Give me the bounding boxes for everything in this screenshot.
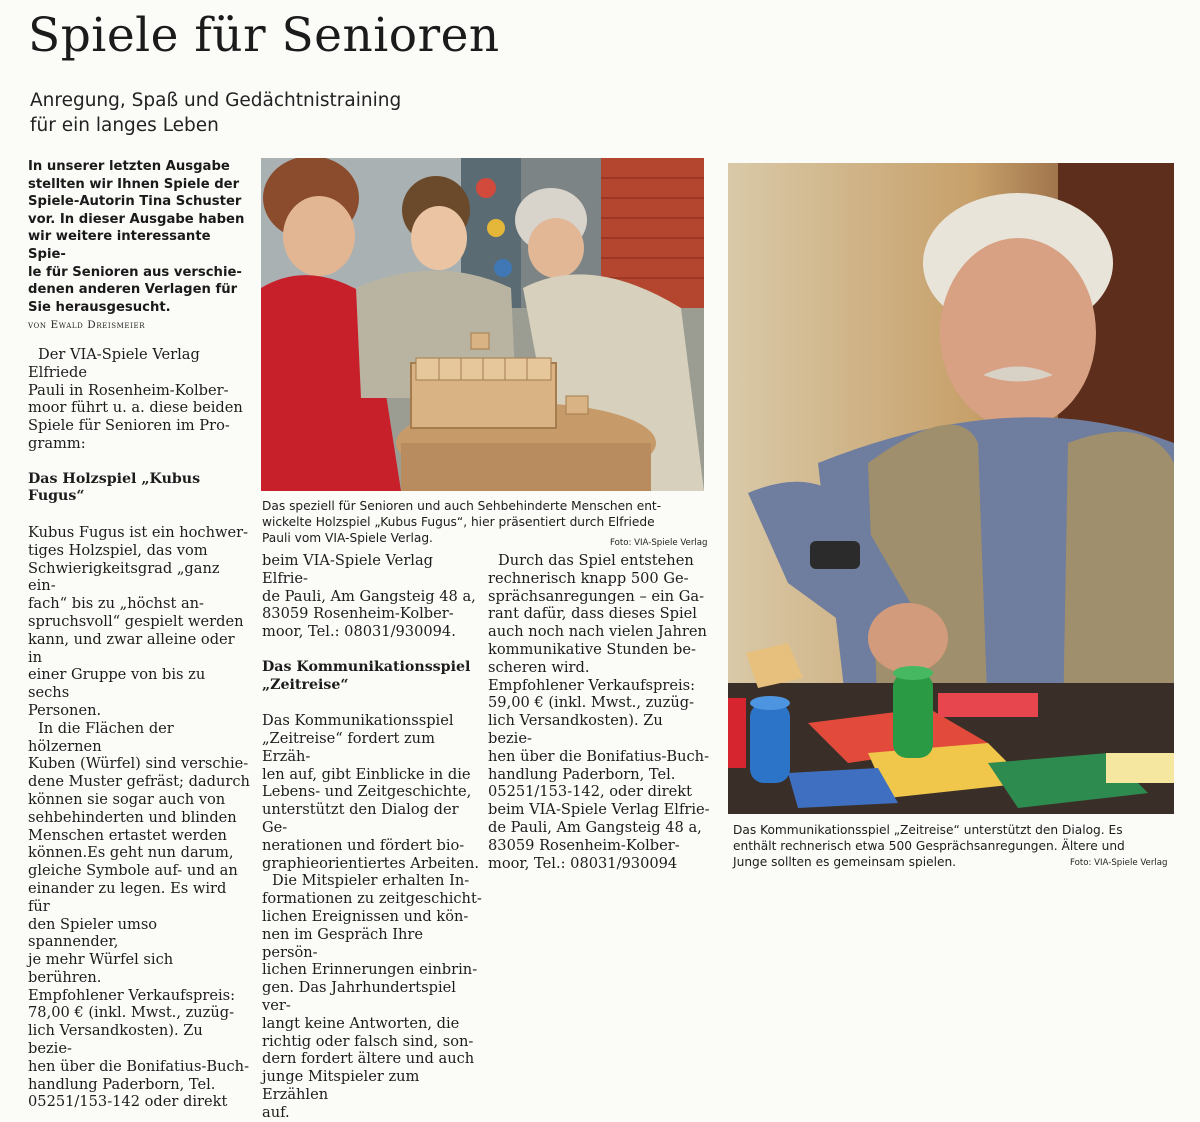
body-line: Personen. bbox=[28, 701, 102, 719]
body-line: den Spieler umso spannender, bbox=[28, 915, 158, 951]
body-line: lich Versandkosten). Zu bezie- bbox=[488, 712, 663, 747]
caption-line: Das Kommunikationsspiel „Zeitreise“ unterstützt den Dialog. Es bbox=[733, 823, 1123, 837]
body-line: formationen zu zeitgeschicht- bbox=[262, 890, 482, 908]
body-line: beim VIA-Spiele Verlag Elfrie- bbox=[262, 552, 434, 587]
body-line: Das Kommunikationsspiel bbox=[262, 712, 454, 730]
body-line: beim VIA-Spiele Verlag Elfrie- bbox=[488, 801, 710, 819]
lead-line: vor. In dieser Ausgabe haben bbox=[28, 211, 245, 227]
body-line: „Zeitreise“ fordert zum Erzäh- bbox=[262, 729, 435, 765]
body-line: Kuben (Würfel) sind verschie- bbox=[28, 755, 249, 773]
photo-zeitreise bbox=[728, 163, 1174, 814]
body-line: graphieorientiertes Arbeiten. bbox=[262, 854, 480, 872]
body-line: Die Mitspieler erhalten In- bbox=[272, 872, 470, 890]
body-line: scheren wird. bbox=[488, 658, 590, 676]
body-line: nen im Gespräch Ihre persön- bbox=[262, 925, 424, 961]
byline: von Ewald Dreismeier bbox=[28, 319, 146, 331]
lead-line: Sie herausgesucht. bbox=[28, 299, 171, 315]
subheadline bbox=[30, 88, 470, 138]
body-line: gleiche Symbole auf- und an bbox=[28, 862, 238, 880]
headline: Spiele für Senioren bbox=[28, 8, 500, 63]
column-1 bbox=[28, 346, 250, 1111]
body-line: können sie sogar auch von bbox=[28, 790, 226, 808]
body-line: nerationen und fördert bio- bbox=[262, 836, 465, 854]
body-line: Durch das Spiel entstehen bbox=[498, 552, 694, 569]
body-line: handlung Paderborn, Tel. bbox=[28, 1075, 216, 1093]
section-heading-zeitreise: Das Kommunikationsspiel bbox=[262, 658, 471, 675]
body-line: de Pauli, Am Gangsteig 48 a, bbox=[488, 818, 702, 836]
lead-paragraph bbox=[28, 158, 250, 316]
body-line: rant dafür, dass dieses Spiel bbox=[488, 605, 697, 623]
body-line: 83059 Rosenheim-Kolber- bbox=[488, 836, 680, 854]
photo-zeitreise-image bbox=[728, 163, 1174, 814]
body-line: In die Flächen der hölzernen bbox=[28, 719, 174, 755]
body-line: hen über die Bonifatius-Buch- bbox=[488, 747, 710, 765]
subheadline-line: Anregung, Spaß und Gedächtnistraining bbox=[30, 90, 402, 111]
body-line: hen über die Bonifatius-Buch- bbox=[28, 1057, 250, 1075]
caption-line: Junge sollten es gemeinsam spielen. bbox=[733, 855, 957, 870]
body-line: Schwierigkeitsgrad „ganz ein- bbox=[28, 559, 220, 595]
body-line: richtig oder falsch sind, son- bbox=[262, 1032, 474, 1050]
body-line: dene Muster gefräst; dadurch bbox=[28, 773, 250, 791]
body-line: sehbehinderten und blinden bbox=[28, 808, 237, 826]
body-line: de Pauli, Am Gangsteig 48 a, bbox=[262, 587, 476, 605]
section-heading-kubus-fugus: Das Holzspiel „Kubus Fugus“ bbox=[28, 470, 201, 505]
body-line: unterstützt den Dialog der Ge- bbox=[262, 801, 459, 836]
lead-line: le für Senioren aus verschie- bbox=[28, 264, 242, 280]
body-line: dern fordert ältere und auch bbox=[262, 1050, 475, 1068]
body-line: Empfohlener Verkaufspreis: bbox=[488, 676, 696, 694]
body-line: lichen Erinnerungen einbrin- bbox=[262, 961, 478, 979]
lead-line: denen anderen Verlagen für bbox=[28, 282, 238, 298]
column-3 bbox=[488, 552, 710, 872]
body-line: 05251/153-142 oder direkt bbox=[28, 1093, 228, 1111]
caption-line: Das speziell für Senioren und auch Sehbehinderte Menschen ent- bbox=[262, 499, 662, 513]
lead-line: In unserer letzten Ausgabe bbox=[28, 159, 230, 174]
lead-line: stellten wir Ihnen Spiele der bbox=[28, 176, 240, 192]
body-line: auf. bbox=[262, 1103, 290, 1121]
body-line: lichen Ereignissen und kön- bbox=[262, 907, 469, 925]
body-line: kommunikative Stunden be- bbox=[488, 640, 696, 658]
body-line: junge Mitspieler zum Erzählen bbox=[262, 1068, 420, 1103]
body-line: Empfohlener Verkaufspreis: bbox=[28, 986, 236, 1004]
body-line: lich Versandkosten). Zu bezie- bbox=[28, 1022, 203, 1058]
body-line: Lebens- und Zeitgeschichte, bbox=[262, 783, 472, 801]
body-line: tiges Holzspiel, das vom bbox=[28, 541, 208, 559]
body-line: Kubus Fugus ist ein hochwer- bbox=[28, 523, 249, 541]
body-line: Spiele für Senioren im Pro- bbox=[28, 417, 230, 435]
caption-line: wickelte Holzspiel „Kubus Fugus“, hier präsentiert durch Elfriede bbox=[262, 515, 655, 530]
body-line: len auf, gibt Einblicke in die bbox=[262, 765, 471, 783]
body-line: moor führt u. a. diese beiden bbox=[28, 399, 243, 417]
caption-line: enthält rechnerisch etwa 500 Gesprächsanregungen. Ältere und bbox=[733, 839, 1125, 854]
section-heading-zeitreise: „Zeitreise“ bbox=[262, 676, 349, 693]
body-line: sprächsanregungen – ein Ga- bbox=[488, 587, 705, 605]
lead-line: Spiele-Autorin Tina Schuster bbox=[28, 194, 242, 210]
body-line: rechnerisch knapp 500 Ge- bbox=[488, 569, 689, 587]
body-line: einander zu legen. Es wird für bbox=[28, 879, 227, 915]
photo-kubus-fugus-credit: Foto: VIA-Spiele Verlag bbox=[610, 538, 708, 548]
body-line: Der VIA-Spiele Verlag Elfriede bbox=[28, 346, 200, 381]
body-line: 83059 Rosenheim-Kolber- bbox=[262, 605, 454, 623]
body-line: gramm: bbox=[28, 434, 86, 452]
body-line: kann, und zwar alleine oder in bbox=[28, 630, 235, 666]
body-line: handlung Paderborn, Tel. bbox=[488, 765, 676, 783]
lead-line: wir weitere interessante Spie- bbox=[28, 229, 211, 262]
body-line: langt keine Antworten, die bbox=[262, 1014, 460, 1032]
column-2 bbox=[262, 552, 482, 1122]
body-line: können.Es geht nun darum, bbox=[28, 844, 234, 862]
body-line: moor, Tel.: 08031/930094. bbox=[262, 623, 456, 641]
body-line: gen. Das Jahrhundertspiel ver- bbox=[262, 979, 456, 1014]
body-line: je mehr Würfel sich berühren. bbox=[28, 951, 174, 986]
body-line: auch noch nach vielen Jahren bbox=[488, 623, 707, 641]
body-line: 05251/153-142, oder direkt bbox=[488, 783, 692, 801]
body-line: Pauli in Rosenheim-Kolber- bbox=[28, 381, 229, 399]
photo-kubus-fugus bbox=[261, 158, 704, 491]
body-line: einer Gruppe von bis zu sechs bbox=[28, 666, 206, 702]
body-line: 78,00 € (inkl. Mwst., zuzüg- bbox=[28, 1004, 235, 1022]
body-line: Menschen ertastet werden bbox=[28, 826, 227, 844]
body-line: 59,00 € (inkl. Mwst., zuzüg- bbox=[488, 694, 695, 712]
photo-kubus-fugus-image bbox=[261, 158, 704, 491]
body-line: moor, Tel.: 08031/930094 bbox=[488, 854, 678, 872]
body-line: fach“ bis zu „höchst an- bbox=[28, 595, 204, 613]
photo-zeitreise-credit: Foto: VIA-Spiele Verlag bbox=[1070, 858, 1168, 868]
body-line: spruchsvoll“ gespielt werden bbox=[28, 612, 244, 630]
caption-line: Pauli vom VIA-Spiele Verlag. bbox=[262, 531, 433, 546]
subheadline-line: für ein langes Leben bbox=[30, 115, 219, 136]
